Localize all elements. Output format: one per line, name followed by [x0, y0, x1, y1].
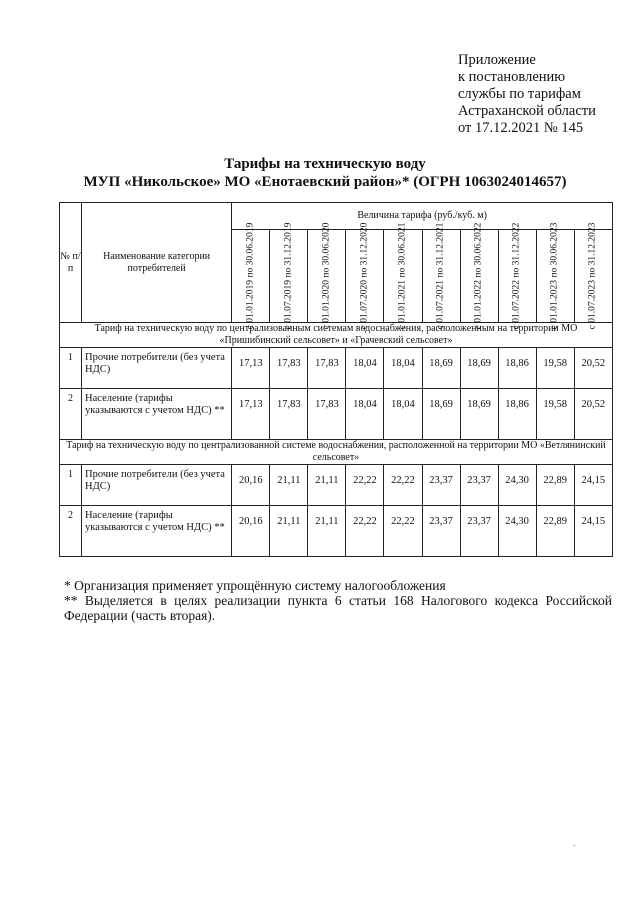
section-title-row [60, 323, 613, 348]
tariff-cell: 18,69 [422, 348, 460, 389]
period-header [574, 222, 612, 330]
section-title: Тариф на техническую воду по централизованной системе водоснабжения, расположенной на территории МО «Ветлянинский сельсовет» [60, 440, 613, 465]
category-name: Население (тарифы указываются с учетом НДС) ** [82, 389, 232, 440]
tariff-table [59, 202, 613, 557]
period-header [308, 222, 346, 330]
tariff-cell: 20,16 [232, 465, 270, 506]
row-number: 1 [60, 348, 82, 389]
row-number: 2 [60, 506, 82, 557]
tariff-cell: 18,86 [498, 389, 536, 440]
footnote-2-line-2: Федерации (часть вторая). [64, 608, 216, 623]
category-name: Прочие потребители (без учета НДС) [82, 348, 232, 389]
header-row [60, 203, 613, 230]
appendix-line: к постановлению [458, 69, 566, 85]
document-title [30, 155, 620, 191]
table-row [60, 348, 613, 389]
tariff-cell: 22,22 [384, 506, 422, 557]
tariff-cell: 18,86 [498, 348, 536, 389]
tariff-cell: 21,11 [308, 506, 346, 557]
appendix-line: службы по тарифам [458, 86, 581, 102]
tariff-cell: 22,22 [346, 506, 384, 557]
tariff-cell: 17,83 [270, 389, 308, 440]
tariff-cell: 18,04 [346, 389, 384, 440]
tariff-cell: 17,83 [308, 348, 346, 389]
category-name: Население (тарифы указываются с учетом НДС) ** [82, 506, 232, 557]
period-label: с 01.01.2023 по 30.06.2023 [549, 222, 560, 330]
period-label: с 01.07.2019 по 31.12.2019 [283, 222, 294, 330]
footnote-2-line-1: ** Выделяется в целях реализации пункта 6 статьи 168 Налогового кодекса Российской [64, 593, 612, 608]
period-label: с 01.01.2021 по 30.06.2021 [397, 222, 408, 330]
tariff-cell: 18,69 [460, 348, 498, 389]
tariff-cell: 24,30 [498, 506, 536, 557]
appendix-line: от 17.12.2021 № 145 [458, 120, 584, 136]
tariff-cell: 17,83 [270, 348, 308, 389]
scan-mark: . [573, 838, 576, 848]
tariff-cell: 19,58 [536, 348, 574, 389]
period-label: с 01.07.2020 по 31.12.2020 [359, 222, 370, 330]
tariff-cell: 17,13 [232, 348, 270, 389]
table-row [60, 506, 613, 557]
tariff-cell: 17,13 [232, 389, 270, 440]
appendix-line: Приложение [458, 52, 536, 68]
row-number: 1 [60, 465, 82, 506]
section-title: Тариф на техническую воду по централизованным системам водоснабжения, расположенным на территории МО «Пришибинский сельсовет» и «Грачевский сельсовет» [60, 323, 613, 348]
footnotes [64, 578, 612, 623]
period-header [270, 222, 308, 330]
table-row [60, 465, 613, 506]
table-row [60, 389, 613, 440]
period-label: с 01.07.2022 по 31.12.2022 [511, 222, 522, 330]
tariff-cell: 23,37 [460, 506, 498, 557]
period-label: с 01.07.2023 по 31.12.2023 [587, 222, 598, 330]
tariff-cell: 18,69 [460, 389, 498, 440]
tariff-cell: 18,69 [422, 389, 460, 440]
tariff-cell: 18,04 [384, 389, 422, 440]
tariff-cell: 24,15 [574, 506, 612, 557]
period-label: с 01.07.2021 по 31.12.2021 [435, 222, 446, 330]
tariff-cell: 20,52 [574, 389, 612, 440]
tariff-cell: 22,22 [384, 465, 422, 506]
appendix-block [458, 52, 633, 137]
period-header [460, 222, 498, 330]
appendix-line: Астраханской области [458, 103, 596, 119]
tariff-cell: 18,04 [384, 348, 422, 389]
tariff-cell: 24,15 [574, 465, 612, 506]
tariff-cell: 22,89 [536, 465, 574, 506]
period-header [422, 222, 460, 330]
title-line-1: Тарифы на техническую воду [224, 156, 426, 172]
tariff-cell: 22,89 [536, 506, 574, 557]
tariff-cell: 24,30 [498, 465, 536, 506]
tariff-cell: 21,11 [308, 465, 346, 506]
tariff-cell: 17,83 [308, 389, 346, 440]
period-header [498, 222, 536, 330]
period-header [384, 222, 422, 330]
period-label: с 01.01.2020 по 30.06.2020 [321, 222, 332, 330]
period-label: с 01.01.2022 по 30.06.2022 [473, 222, 484, 330]
tariff-cell: 19,58 [536, 389, 574, 440]
column-header-tariff-value: Величина тарифа (руб./куб. м) [232, 203, 613, 230]
tariff-cell: 23,37 [422, 465, 460, 506]
period-header [346, 222, 384, 330]
tariff-cell: 21,11 [270, 465, 308, 506]
footnote-1: * Организация применяет упрощённую систему налогообложения [64, 578, 446, 593]
section-title-row [60, 440, 613, 465]
column-header-category: Наименование категории потребителей [82, 203, 232, 323]
column-header-number: № п/п [60, 203, 82, 323]
tariff-cell: 23,37 [422, 506, 460, 557]
tariff-cell: 22,22 [346, 465, 384, 506]
period-header [536, 222, 574, 330]
tariff-cell: 23,37 [460, 465, 498, 506]
title-line-2: МУП «Никольское» МО «Енотаевский район»* (ОГРН 1063024014657) [83, 174, 567, 190]
tariff-cell: 21,11 [270, 506, 308, 557]
tariff-cell: 20,16 [232, 506, 270, 557]
category-name: Прочие потребители (без учета НДС) [82, 465, 232, 506]
period-header [232, 222, 270, 330]
tariff-cell: 20,52 [574, 348, 612, 389]
period-label: с 01.01.2019 по 30.06.2019 [245, 222, 256, 330]
row-number: 2 [60, 389, 82, 440]
tariff-cell: 18,04 [346, 348, 384, 389]
